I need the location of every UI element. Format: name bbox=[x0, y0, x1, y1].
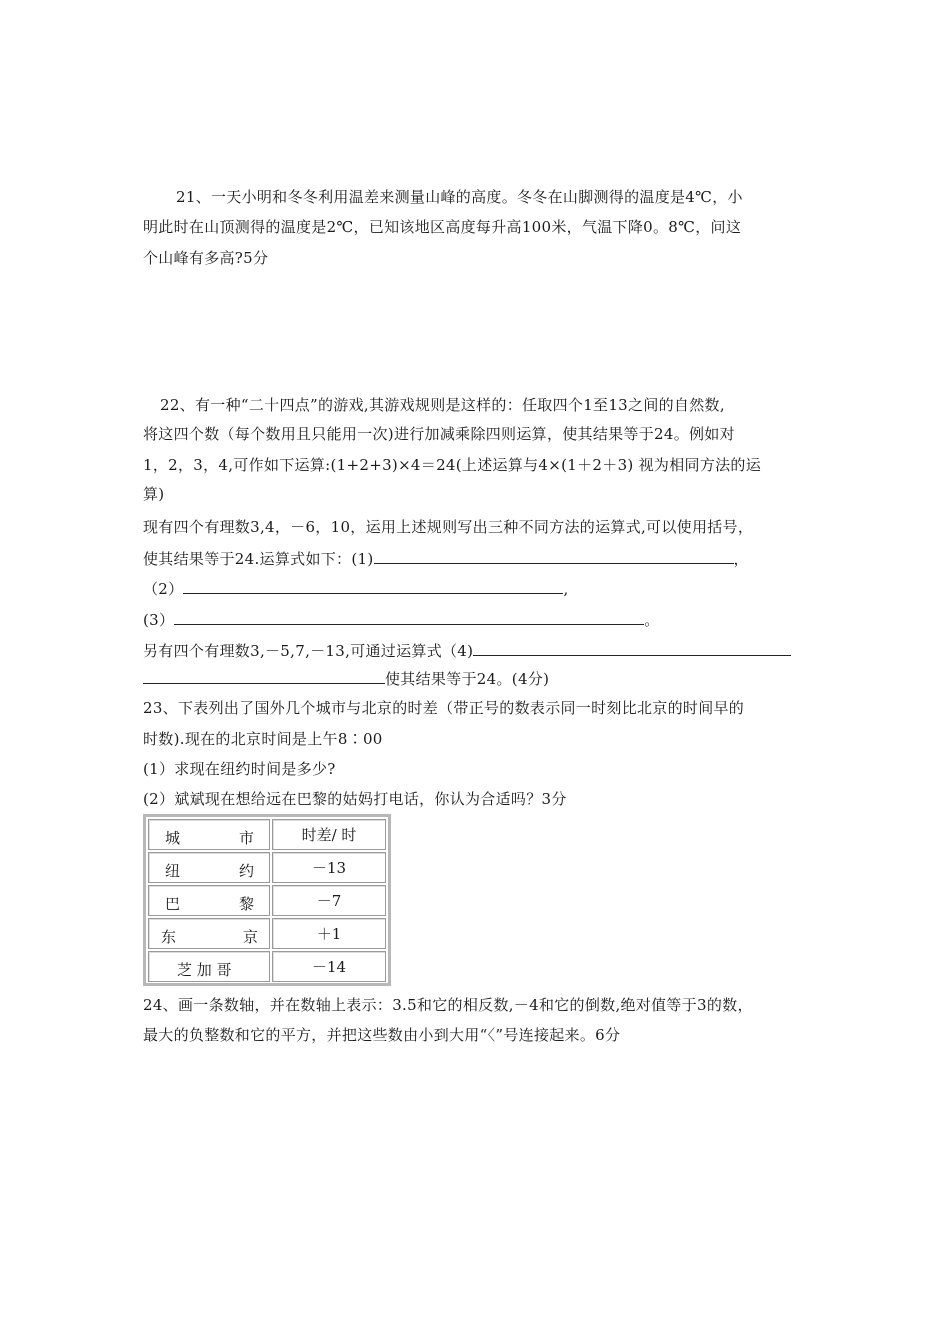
q23-line-1: 23、下表列出了国外几个城市与北京的时差（带正号的数表示同一时刻比北京的时间早的 bbox=[143, 699, 745, 717]
city-char-1: 巴 bbox=[165, 895, 181, 913]
header-diff-cell: 时差/ 时 bbox=[272, 819, 386, 850]
q22-answer-3-label: (3） bbox=[143, 611, 175, 629]
diff-cell: ＋1 bbox=[272, 918, 386, 949]
q22-answer-4-label: 另有四个有理数3,－5,7,－13,可通过运算式（4) bbox=[143, 642, 474, 660]
q22-answer-line-4 bbox=[143, 639, 791, 661]
table-row bbox=[148, 885, 386, 916]
city-char-1: 纽 bbox=[165, 862, 181, 880]
q22-line-3: 1，2，3，4,可作如下运算:(1+2+3)×4＝24(上述运算与4×(1＋2＋3) 视为相同方法的运 bbox=[143, 456, 762, 474]
q22-answer-2-end: , bbox=[563, 580, 569, 598]
answer-blank-3[interactable] bbox=[174, 608, 644, 625]
q22-answer-4-end: 使其结果等于24。(4分) bbox=[385, 670, 550, 688]
city-char-2: 黎 bbox=[239, 895, 255, 913]
q22-line-4: 算) bbox=[143, 485, 165, 503]
q22-answer-line-3 bbox=[143, 608, 660, 630]
city-cell bbox=[148, 885, 270, 916]
q21-line-3: 个山峰有多高?5分 bbox=[143, 249, 269, 267]
q24-line-2: 最大的负整数和它的平方，并把这些数由小到大用“〈”号连接起来。6分 bbox=[143, 1026, 621, 1044]
header-city-char-1: 城 bbox=[165, 829, 181, 847]
q23-sub-question-2: (2）斌斌现在想给远在巴黎的姑妈打电话，你认为合适吗？3分 bbox=[143, 790, 567, 808]
diff-cell: －13 bbox=[272, 852, 386, 883]
city-cell bbox=[148, 852, 270, 883]
q22-line-2: 将这四个数（每个数用且只能用一次)进行加减乘除四则运算，使其结果等于24。例如对 bbox=[143, 425, 735, 443]
answer-blank-1[interactable] bbox=[374, 547, 734, 564]
answer-blank-2[interactable] bbox=[183, 577, 563, 594]
q22-answer-line-1 bbox=[143, 547, 749, 569]
city-char-2: 京 bbox=[243, 928, 259, 946]
table-row bbox=[148, 852, 386, 883]
table-row bbox=[148, 918, 386, 949]
city-name: 芝 加 哥 bbox=[177, 961, 232, 979]
diff-cell: －14 bbox=[272, 951, 386, 982]
time-difference-table bbox=[143, 814, 391, 986]
city-cell bbox=[148, 951, 270, 982]
header-city-char-2: 市 bbox=[239, 829, 255, 847]
q22-answer-3-end: 。 bbox=[644, 611, 660, 629]
q22-answer-1-end: ， bbox=[733, 550, 749, 568]
q21-line-1: 21、一天小明和冬冬利用温差来测量山峰的高度。冬冬在山脚测得的温度是4℃，小 bbox=[176, 188, 743, 206]
q22-answer-1-label: 使其结果等于24.运算式如下：(1) bbox=[143, 550, 374, 568]
q23-line-2: 时数).现在的北京时间是上午8∶00 bbox=[143, 730, 383, 748]
city-cell bbox=[148, 918, 270, 949]
q23-sub-question-1: (1）求现在纽约时间是多少? bbox=[143, 760, 336, 778]
answer-blank-4b[interactable] bbox=[143, 667, 385, 684]
city-char-2: 约 bbox=[239, 862, 255, 880]
q21-line-2: 明此时在山顶测得的温度是2℃，已知该地区高度每升高100米，气温下降0。8℃，问这 bbox=[143, 218, 742, 236]
table-header-row bbox=[148, 819, 386, 850]
city-char-1: 东 bbox=[161, 928, 177, 946]
q22-answer-line-2 bbox=[143, 577, 569, 599]
q22-answer-2-label: （2） bbox=[143, 580, 184, 598]
q22-line-1: 22、有一种“二十四点”的游戏,其游戏规则是这样的：任取四个1至13之间的自然数, bbox=[160, 396, 725, 414]
q24-line-1: 24、画一条数轴，并在数轴上表示：3.5和它的相反数,－4和它的倒数,绝对值等于3的数， bbox=[143, 996, 753, 1014]
header-city-cell bbox=[148, 819, 270, 850]
diff-cell: －7 bbox=[272, 885, 386, 916]
q22-answer-line-5 bbox=[143, 667, 549, 689]
answer-blank-4a[interactable] bbox=[473, 639, 791, 656]
table-row bbox=[148, 951, 386, 982]
q22-line-5: 现有四个有理数3,4，－6，10，运用上述规则写出三种不同方法的运算式,可以使用括号， bbox=[143, 518, 754, 536]
